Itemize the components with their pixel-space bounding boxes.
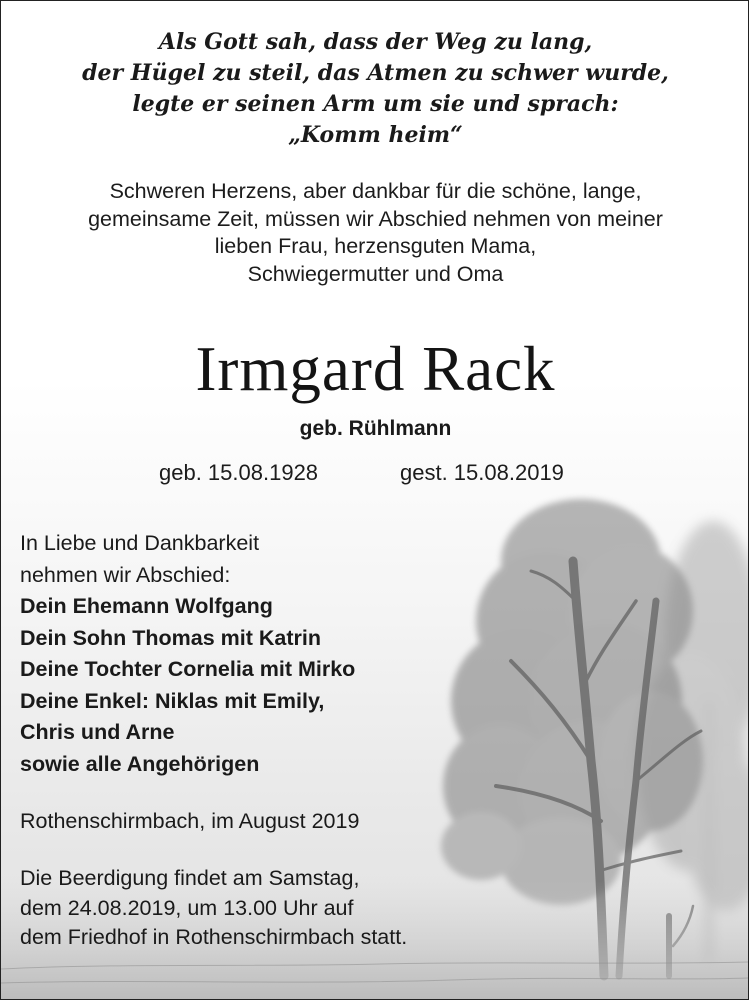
mourner-line: Chris und Arne	[20, 720, 175, 744]
funeral-notice	[20, 864, 407, 953]
intro-line: gemeinsame Zeit, müssen wir Abschied nehmen von meiner	[88, 206, 663, 231]
family-intro-line: nehmen wir Abschied:	[20, 562, 231, 587]
motto-verse	[1, 27, 749, 151]
place-and-date: Rothenschirmbach, im August 2019	[20, 809, 360, 833]
motto-line: legte er seinen Arm um sie und sprach:	[132, 91, 619, 117]
mourner-line: Dein Sohn Thomas mit Katrin	[20, 625, 322, 650]
motto-line: Als Gott sah, dass der Weg zu lang,	[158, 29, 593, 55]
motto-line: „Komm heim“	[288, 122, 463, 148]
intro-line: Schweren Herzens, aber dankbar für die schöne, lange,	[109, 179, 642, 203]
mourner-line: sowie alle Angehörigen	[20, 751, 260, 776]
birth-date: geb. 15.08.1928	[159, 460, 319, 485]
funeral-line: Die Beerdigung findet am Samstag,	[20, 866, 360, 890]
intro-line: Schwiegermutter und Oma	[247, 261, 504, 286]
mourners-list	[20, 528, 355, 780]
maiden-name: geb. Rühlmann	[299, 417, 452, 440]
deceased-name: Irmgard Rack	[195, 334, 556, 404]
mourner-line: Deine Enkel: Niklas mit Emily,	[20, 688, 325, 713]
intro-text	[1, 178, 749, 288]
mourner-line: Dein Ehemann Wolfgang	[20, 594, 273, 618]
family-intro-line: In Liebe und Dankbarkeit	[20, 531, 260, 555]
death-date: gest. 15.08.2019	[400, 460, 564, 485]
funeral-line: dem Friedhof in Rothenschirmbach statt.	[20, 925, 408, 949]
funeral-line: dem 24.08.2019, um 13.00 Uhr auf	[20, 895, 354, 920]
mourner-line: Deine Tochter Cornelia mit Mirko	[20, 657, 356, 681]
intro-line: lieben Frau, herzensguten Mama,	[214, 234, 537, 258]
motto-line: der Hügel zu steil, das Atmen zu schwer wurde,	[82, 60, 669, 86]
